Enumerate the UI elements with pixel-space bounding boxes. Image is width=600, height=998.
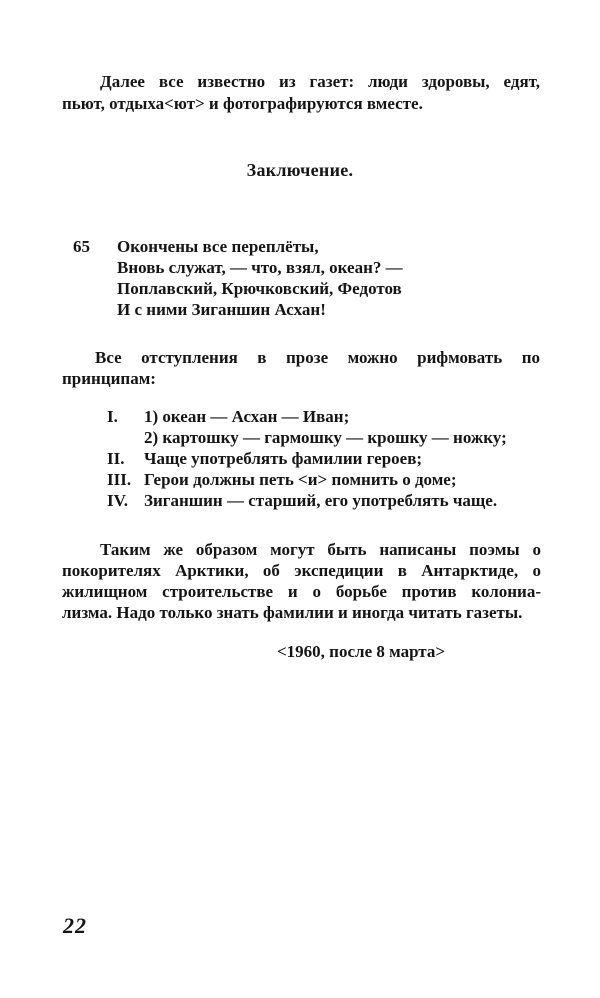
paragraph-conclusion bbox=[62, 539, 541, 623]
text-line: Далее все известно из газет: люди здоровы, едят, bbox=[100, 72, 540, 91]
list-item-text: 1) океан — Асхан — Иван; bbox=[144, 407, 350, 426]
list-item bbox=[107, 448, 507, 469]
list-item bbox=[107, 469, 507, 490]
list-item-marker: I. bbox=[107, 407, 118, 426]
paragraph-principles-intro bbox=[62, 347, 540, 389]
text-line: Окончены все переплёты, bbox=[117, 237, 319, 256]
list-item bbox=[107, 406, 507, 427]
text-line: И с ними Зиганшин Асхан! bbox=[117, 300, 326, 319]
date-note: <1960, после 8 марта> bbox=[277, 642, 446, 661]
list-item-text: 2) картошку — гармошку — крошку — ножку; bbox=[144, 428, 507, 447]
text-line: жилищном строительстве и о борьбе против колониа- bbox=[62, 582, 541, 601]
text-line: пьют, отдыха<ют> и фотографируются вместе. bbox=[62, 94, 423, 113]
section-heading: Заключение. bbox=[246, 160, 354, 180]
list-item bbox=[107, 427, 507, 448]
text-line: Вновь служат, — что, взял, океан? — bbox=[117, 258, 403, 277]
list-item-text: Зиганшин — старший, его употреблять чаще. bbox=[144, 491, 498, 510]
list-item bbox=[107, 490, 507, 511]
paragraph-intro bbox=[62, 71, 540, 115]
principles-list bbox=[107, 406, 507, 511]
list-item-marker: II. bbox=[107, 449, 125, 468]
list-item-text: Герои должны петь <и> помнить о доме; bbox=[144, 470, 457, 489]
text-line: Таким же образом могут быть написаны поэмы о bbox=[100, 540, 541, 559]
list-item-marker: IV. bbox=[107, 491, 128, 510]
list-item-marker bbox=[107, 427, 144, 448]
text-line: Поплавский, Крючковский, Федотов bbox=[117, 279, 402, 298]
poem-number: 65 bbox=[73, 237, 90, 256]
list-item-text: Чаще употреблять фамилии героев; bbox=[144, 449, 423, 468]
poem-stanza bbox=[117, 236, 403, 320]
text-line: Все отступления в прозе можно рифмовать по bbox=[95, 348, 540, 367]
page-number: 22 bbox=[63, 913, 87, 938]
list-item-marker: III. bbox=[107, 470, 132, 489]
text-line: лизма. Надо только знать фамилии и иногда читать газеты. bbox=[62, 603, 523, 622]
text-line: покорителях Арктики, об экспедиции в Антарктиде, о bbox=[62, 561, 541, 580]
text-line: принципам: bbox=[62, 369, 156, 388]
